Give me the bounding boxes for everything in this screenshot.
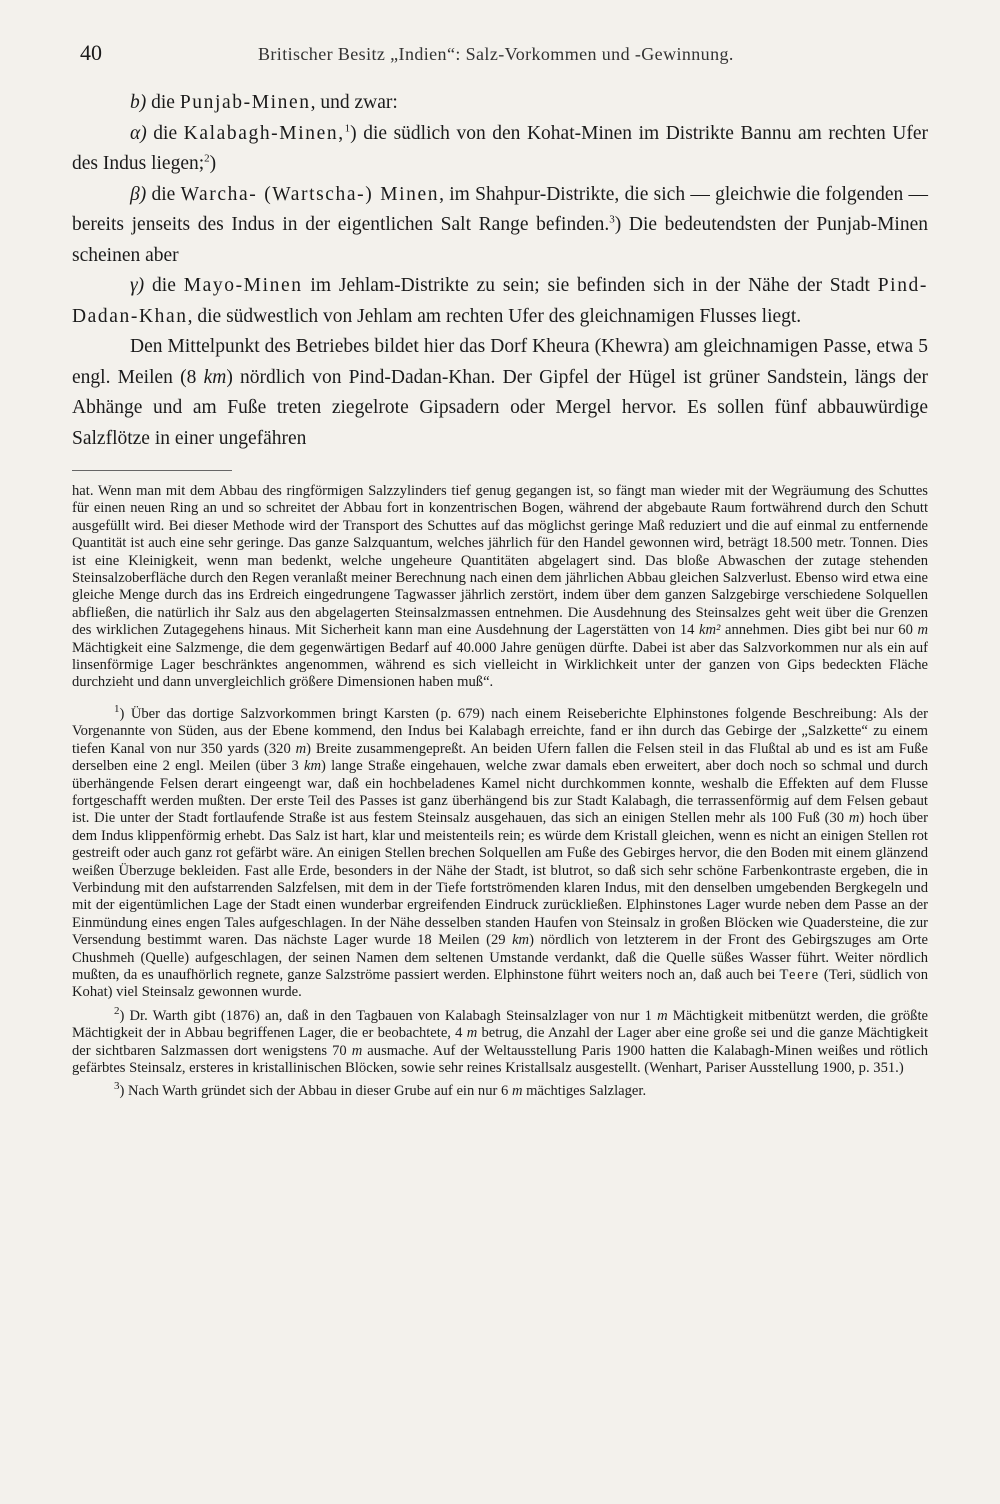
spaced-term: Warcha- (Wartscha-) Minen: [180, 183, 440, 205]
spaced-term: Pind-Dadan-Khan: [72, 275, 928, 327]
footnote-ref: 1: [344, 122, 351, 134]
text-run: ) die südlich von den Kohat-Minen im Distrikte Bannu am rechten Ufer des Indus liegen;: [72, 122, 928, 174]
text-run: ) lange Straße eingehauen, welche zwar damals eben erweitert, aber doch noch so schmal und durch überhängende Felsen derart eingeengt war, daß ein hochbeladenes Kamel nicht durchkommen konnte, weshalb die Effekten auf dem Flusse fortgeschafft werden mußten. Der erste Teil des Passes ist ganz überhängend bis zur Stadt Kalabagh, die terrassenförmig auf dem Felsen gebaut ist. Die unter der Stadt fortlaufende Straße ist aus festem Steinsalz ausgehauen, das sich an einigen Stellen mehr als 100 Fuß (30: [72, 758, 928, 827]
footnote-continuation: [72, 483, 928, 692]
text-run: , und zwar:: [310, 92, 398, 113]
spaced-term: Kalabagh-Minen,: [183, 122, 345, 144]
text-run: ) Dr. Warth gibt (1876) an, daß in den Tagbauen von Kalabagh Steinsalzlager von nur 1: [119, 1007, 658, 1024]
footnotes: [72, 483, 928, 1101]
footnote-1: [72, 703, 929, 1002]
paragraph-kheura: [72, 332, 928, 454]
page-header: [72, 40, 928, 84]
item-label: β): [130, 183, 147, 205]
text-run: mächtiges Salzlager.: [522, 1083, 647, 1100]
unit: km: [203, 366, 227, 388]
footnote-ref: 3: [609, 213, 615, 226]
text-run: ) Über das dortige Salzvorkommen bringt Karsten (p. 679) nach einem Reiseberichte Elphinstones folgende Beschreibung: Als der Vorgenannte von Süden, aus der Ebene kommend, den Indus bei Kalabagh erreichte, fand er ihn durch das Gebirge der „Salzkette“ zu einem tiefen Kanal von nur 350 yards (320: [72, 705, 928, 757]
text-run: ) Nach Warth gründet sich der Abbau in dieser Grube auf ein nur 6: [119, 1083, 512, 1100]
page-number: 40: [80, 40, 102, 65]
unit: m: [466, 1025, 478, 1042]
item-label: α): [130, 122, 147, 144]
footnote-number: 1: [114, 703, 120, 716]
unit: m: [917, 622, 928, 639]
text-run: Mächtigkeit eine Salzmenge, die dem gegenwärtigen Bedarf auf 40.000 Jahre genügen dürfte. Dabei ist aber das Salzvorkommen nur als ein auf linsenförmige Lager beschränktes angenommen, während es sich vielleicht in Wirklichkeit unter der ganzen von Gips bedeckten Fläche durchzieht und dann unvergleichlich größere Dimensionen haben muß“.: [72, 639, 928, 691]
text-run: ) nördlich von letzterem in der Front des Gebirgszuges am Orte Chushmeh (Quelle) aufgeschlagen, der seinen Namen dem seltenen Umstande verdankt, daß die Quelle süßes Wasser führt. Weiter nördlich mußten, da es unaufhörlich regnete, ganze Salzströme passiert werden. Elphinstone führt weiters noch an, daß auch bei: [72, 932, 928, 983]
text-run: ausmache. Auf der Weltausstellung Paris 1900 hatten die Kalabagh-Minen weißes und rötlich gefärbtes Steinsalz, ersteres in kristallinischen Blöcken, sowie sehr reines Kristallsalz ausgestellt. (Wenhart, Pariser Ausstellung 1900, p. 351.): [72, 1042, 928, 1076]
unit: m: [657, 1007, 668, 1024]
unit: km: [512, 932, 530, 949]
text-run: (Teri, südlich von Kohat) viel Steinsalz gewonnen wurde.: [72, 966, 929, 1001]
text-run: ) Breite zusammengepreßt. An beiden Ufern fallen die Felsen steil in das Flußtal ab und es ist am Fuße derselben eine 2 engl. Meilen (über 3: [72, 740, 928, 775]
unit: m: [848, 810, 860, 827]
text-run: annehmen. Dies gibt bei nur 60: [720, 622, 918, 639]
text-run: ) Die bedeutendsten der Punjab-Minen scheinen aber: [72, 214, 928, 266]
text-run: ): [209, 153, 217, 174]
text-run: , im Shahpur-Distrikte, die sich — gleichwie die folgenden — bereits jenseits des Indus in der eigentlichen Salt Range befinden.: [72, 183, 928, 235]
text-run: Den Mittelpunkt des Betriebes bildet hier das Dorf Kheura (Khewra) am gleichnamigen Passe, etwa 5 engl. Meilen (8: [72, 336, 928, 388]
item-label: γ): [130, 275, 145, 296]
paragraph-gamma: γ) die Mayo-Minen im Jehlam-Distrikte zu sein; sie befinden sich in der Nähe der Stadt Pind-Dadan-Khan, die südwestlich von Jehlam am rechten Ufer des gleichnamigen Flusses liegt.: [72, 275, 928, 327]
paragraph-b: b) die Punjab-Minen, und zwar:: [130, 92, 398, 113]
unit: km: [304, 758, 322, 775]
text-run: ) hoch über dem Indus klippenförmig erhebt. Das Salz ist hart, klar und meistenteils rein; es würde dem Kristall gleichen, wenn es nicht an einigen Stellen rot gestreift oder auch ganz rot gefärbt wäre. An einigen Stellen brechen Solquellen am Fuße des Gebirges hervor, die den Boden mit einem glänzend weißen Überzuge bekleiden. Fast alle Erde, besonders in der Nähe der Stadt, ist blutrot, so daß sich sehr schöne Farbenkontraste ergeben, die in Verbindung mit den aufstarrenden Salzfelsen, mit dem in der Tiefe fortströmenden klaren Indus, mit den denselben umgebenden Bergkegeln und mit der eigentümlichen Lage der Stadt einen wunderbar ergreifenden Eindruck zurückließen. Elphinstones Lager wurde neben dem Passe an der Einmündung eines engen Tales aufgeschlagen. In der Nähe desselben standen Haufen von Steinsalz in großen Blöcken wie Quadersteine, die zur Versendung bestimmt waren. Das nächste Lager wurde 18 Meilen (29: [72, 810, 928, 949]
paragraph-beta: β) die Warcha- (Wartscha-) Minen, im Shahpur-Distrikte, die sich — gleichwie die folgenden — bereits jenseits des Indus in der eigentlichen Salt Range befinden.$^3$) Die bedeutendsten der Punjab-Minen scheinen aber: [72, 183, 928, 266]
text-run: betrug, die Anzahl der Lager aber eine große sei und die ganze Mächtigkeit der sichtbaren Salzmassen dort wenigstens 70: [72, 1025, 929, 1059]
text-run: hat. Wenn man mit dem Abbau des ringförmigen Salzzylinders tief genug gegangen ist, so fängt man wieder mit der Wegräumung des Schuttes für einen neuen Ring an und so schreitet der Abbau fort in konzentrischen Bogen, während der abgebaute Raum fortwährend durch den Schutt ausgefüllt wird. Bei dieser Methode wird der Transport des Schuttes auf das möglichst geringe Maß reduziert und die auf einmal zu entfernende Quantität ist auch eine sehr geringe. Das ganze Salzquantum, welches jährlich für den Handel gewonnen wird, beträgt 18.500 metr. Tonnen. Dies ist eine Kleinigkeit, wenn man bedenkt, welche ungeheure Quantitäten abgelagert sind. Das bloße Abwaschen der zutage stehenden Steinsalzoberfläche durch den Regen veranlaßt meiner Berechnung nach einen dem jährlichen Abbau gleichen Salzverlust. Ebenso wird etwa eine gleiche Menge durch das ins Erdreich eingedrungene Tagwasser jährlich zerstört, indem über dem ganzen Salzgebirge verschiedene Solquellen abfließen, die natürlich ihr Salz aus den abgelagerten Steinsalzmassen entnehmen. Die Ausdehnung des Steinsalzes geht weit über die Grenzen des wirklichen Zutagegehens hinaus. Mit Sicherheit kann man eine Ausdehnung der Lagerstätten von 14: [72, 483, 928, 639]
unit: m: [511, 1083, 523, 1100]
unit: km²: [699, 622, 721, 639]
footnote-divider: [72, 470, 232, 471]
paragraph-alpha: α) die Kalabagh-Minen,$^1$) die südlich von den Kohat-Minen im Distrikte Bannu am rechten Ufer des Indus liegen;$^2$): [72, 122, 928, 174]
footnote-number: 2: [114, 1004, 120, 1017]
footnote-ref: 2: [204, 152, 210, 165]
unit: m: [295, 740, 307, 757]
text-run: , die südwestlich von Jehlam am rechten Ufer des gleichnamigen Flusses liegt.: [187, 305, 802, 327]
running-title: Britischer Besitz „Indien“: Salz-Vorkommen und -Gewinnung.: [258, 44, 734, 64]
item-label: b): [130, 92, 147, 113]
footnote-3: [72, 1080, 928, 1100]
spaced-term: Punjab-Minen: [179, 92, 311, 113]
spaced-term: Teere: [779, 966, 820, 983]
text-run: Mächtigkeit mitbenützt werden, die größte Mächtigkeit der in Abbau begriffenen Lager, die er beobachtete, 4: [72, 1007, 928, 1042]
spaced-term: Mayo-Minen: [183, 275, 303, 296]
main-text: [72, 88, 928, 454]
text-run: ) nördlich von Pind-Dadan-Khan. Der Gipfel der Hügel ist grüner Sandstein, längs der Abhänge und am Fuße treten ziegelrote Gipsadern oder Mergel hervor. Es sollen fünf abbauwürdige Salzflötze in einer ungefähren: [72, 366, 928, 449]
text-run: im Jehlam-Distrikte zu sein; sie befinden sich in der Nähe der Stadt: [302, 275, 878, 296]
footnote-number: 3: [114, 1080, 120, 1093]
footnote-2: [72, 1004, 929, 1078]
unit: m: [351, 1042, 363, 1059]
